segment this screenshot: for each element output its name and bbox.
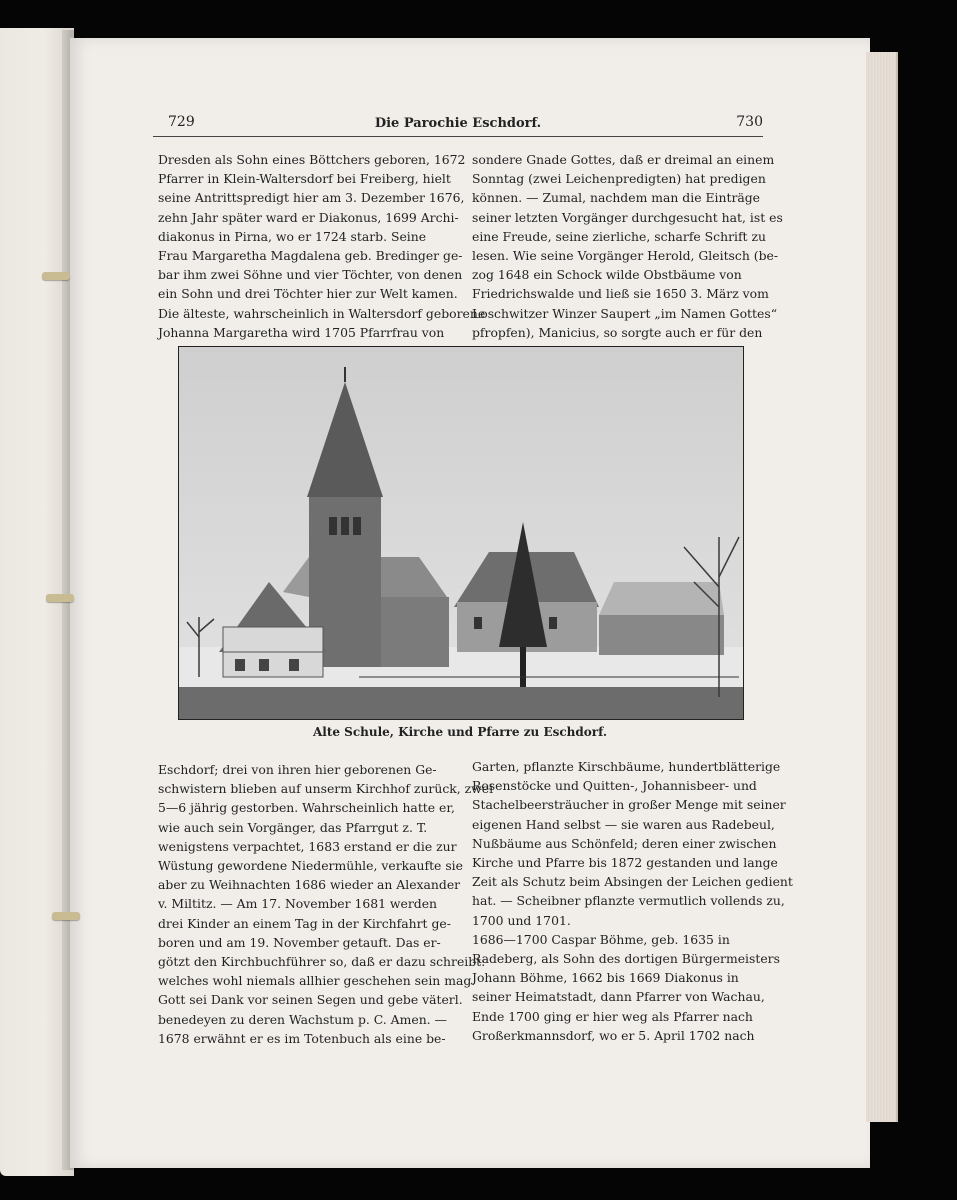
binding-thread bbox=[46, 594, 74, 602]
text-line: seiner Heimatstadt, dann Pfarrer von Wachau, bbox=[472, 989, 765, 1005]
binding-thread bbox=[42, 272, 70, 280]
text-line: Rosenstöcke und Quitten-, Johannisbeer- und bbox=[472, 778, 757, 794]
text-line: Friedrichswalde und ließ sie 1650 3. März vom bbox=[472, 286, 769, 302]
page-number-right: 730 bbox=[736, 114, 763, 130]
text-line: drei Kinder an einem Tag in der Kirchfahrt ge- bbox=[158, 915, 451, 931]
page-number-left: 729 bbox=[168, 114, 195, 130]
text-line: Zeit als Schutz beim Absingen der Leichen gedient bbox=[472, 874, 793, 890]
text-line: 5—6 jährig gestorben. Wahrscheinlich hatte er, bbox=[158, 800, 455, 816]
text-line: pfropfen), Manicius, so sorgte auch er für den bbox=[472, 324, 763, 340]
text-line: lesen. Wie seine Vorgänger Herold, Gleitsch (be- bbox=[472, 248, 779, 264]
text-line: Wüstung gewordene Niedermühle, verkaufte sie bbox=[158, 858, 463, 874]
text-line: können. — Zumal, nachdem man die Einträge bbox=[472, 190, 761, 206]
text-line: Ende 1700 ging er hier weg als Pfarrer nach bbox=[472, 1008, 753, 1024]
text-line: wenigstens verpachtet, 1683 erstand er die zur bbox=[158, 838, 457, 854]
text-line: boren und am 19. November getauft. Das er- bbox=[158, 934, 441, 950]
text-line: ein Sohn und drei Töchter hier zur Welt kamen. bbox=[158, 286, 458, 302]
text-line: wie auch sein Vorgänger, das Pfarrgut z. T. bbox=[158, 819, 428, 835]
text-line: bar ihm zwei Söhne und vier Töchter, von denen bbox=[158, 267, 463, 283]
text-line: Die älteste, wahrscheinlich in Waltersdorf geborene bbox=[158, 305, 486, 321]
running-title: Die Parochie Eschdorf. bbox=[374, 116, 542, 131]
text-line: welches wohl niemals allhier geschehen sein mag. bbox=[158, 973, 476, 989]
text-line: diakonus in Pirna, wo er 1724 starb. Seine bbox=[158, 228, 427, 244]
text-line: hat. — Scheibner pflanzte vermutlich vollends zu, bbox=[472, 893, 785, 909]
text-line: zog 1648 ein Schock wilde Obstbäume von bbox=[472, 267, 742, 283]
text-line: Nußbäume aus Schönfeld; deren einer zwischen bbox=[472, 835, 777, 851]
text-line: 1678 erwähnt er es im Totenbuch als eine be- bbox=[158, 1030, 446, 1046]
text-column-bottom-right bbox=[472, 757, 793, 1045]
text-line: 1686—1700 Caspar Böhme, geb. 1635 in bbox=[472, 931, 730, 947]
church-photograph bbox=[178, 346, 744, 720]
text-line: Dresden als Sohn eines Böttchers geboren, 1672 bbox=[158, 152, 466, 167]
text-line: götzt den Kirchbuchführer so, daß er dazu schreibt: bbox=[158, 954, 486, 970]
text-line: Stachelbeersträucher in großer Menge mit seiner bbox=[472, 797, 786, 813]
text-line: Eschdorf; drei von ihren hier geborenen Ge- bbox=[158, 762, 437, 777]
text-line: Sonntag (zwei Leichenpredigten) hat predigen bbox=[472, 171, 766, 187]
text-column-top-right bbox=[472, 150, 783, 342]
text-line: Gott sei Dank vor seinen Segen und gebe väterl. bbox=[158, 992, 463, 1008]
text-line: schwistern blieben auf unserm Kirchhof zurück, zwei bbox=[158, 781, 494, 797]
running-header bbox=[153, 112, 763, 137]
text-line: Johann Böhme, 1662 bis 1669 Diakonus in bbox=[472, 970, 739, 986]
text-line: Radeberg, als Sohn des dortigen Bürgermeisters bbox=[472, 951, 780, 967]
text-line: Pfarrer in Klein-Waltersdorf bei Freiberg, hielt bbox=[158, 171, 451, 187]
text-line: seine Antrittspredigt hier am 3. Dezember 1676, bbox=[158, 190, 465, 206]
text-line: Frau Margaretha Magdalena geb. Bredinger ge- bbox=[158, 248, 463, 264]
photo-illustration bbox=[179, 347, 743, 719]
text-line: seiner letzten Vorgänger durchgesucht hat, ist es bbox=[472, 209, 783, 225]
text-line: eigenen Hand selbst — sie waren aus Radebeul, bbox=[472, 816, 775, 832]
photo-caption: Alte Schule, Kirche und Pfarre zu Eschdorf. bbox=[312, 725, 608, 739]
text-line: Großerkmannsdorf, wo er 5. April 1702 nach bbox=[472, 1027, 755, 1043]
text-line: v. Miltitz. — Am 17. November 1681 werden bbox=[158, 896, 438, 912]
text-line: Johanna Margaretha wird 1705 Pfarrfrau von bbox=[158, 324, 445, 340]
text-line: Kirche und Pfarre bis 1872 gestanden und lange bbox=[472, 855, 778, 871]
text-line: eine Freude, seine zierliche, scharfe Schrift zu bbox=[472, 228, 766, 244]
text-line: zehn Jahr später ward er Diakonus, 1699 Archi- bbox=[158, 209, 459, 225]
text-line: benedeyen zu deren Wachstum p. C. Amen. — bbox=[158, 1011, 447, 1027]
text-line: 1700 und 1701. bbox=[472, 912, 571, 928]
text-column-top-left bbox=[158, 150, 486, 342]
page-edges bbox=[866, 52, 898, 1122]
text-line: sondere Gnade Gottes, daß er dreimal an einem bbox=[472, 152, 775, 167]
text-column-bottom-left bbox=[158, 760, 494, 1048]
binding-thread bbox=[52, 912, 80, 920]
text-line: Loschwitzer Winzer Saupert „im Namen Gottes“ bbox=[472, 305, 778, 321]
text-line: aber zu Weihnachten 1686 wieder an Alexander bbox=[158, 877, 461, 893]
text-line: Garten, pflanzte Kirschbäume, hundertblätterige bbox=[472, 759, 781, 774]
